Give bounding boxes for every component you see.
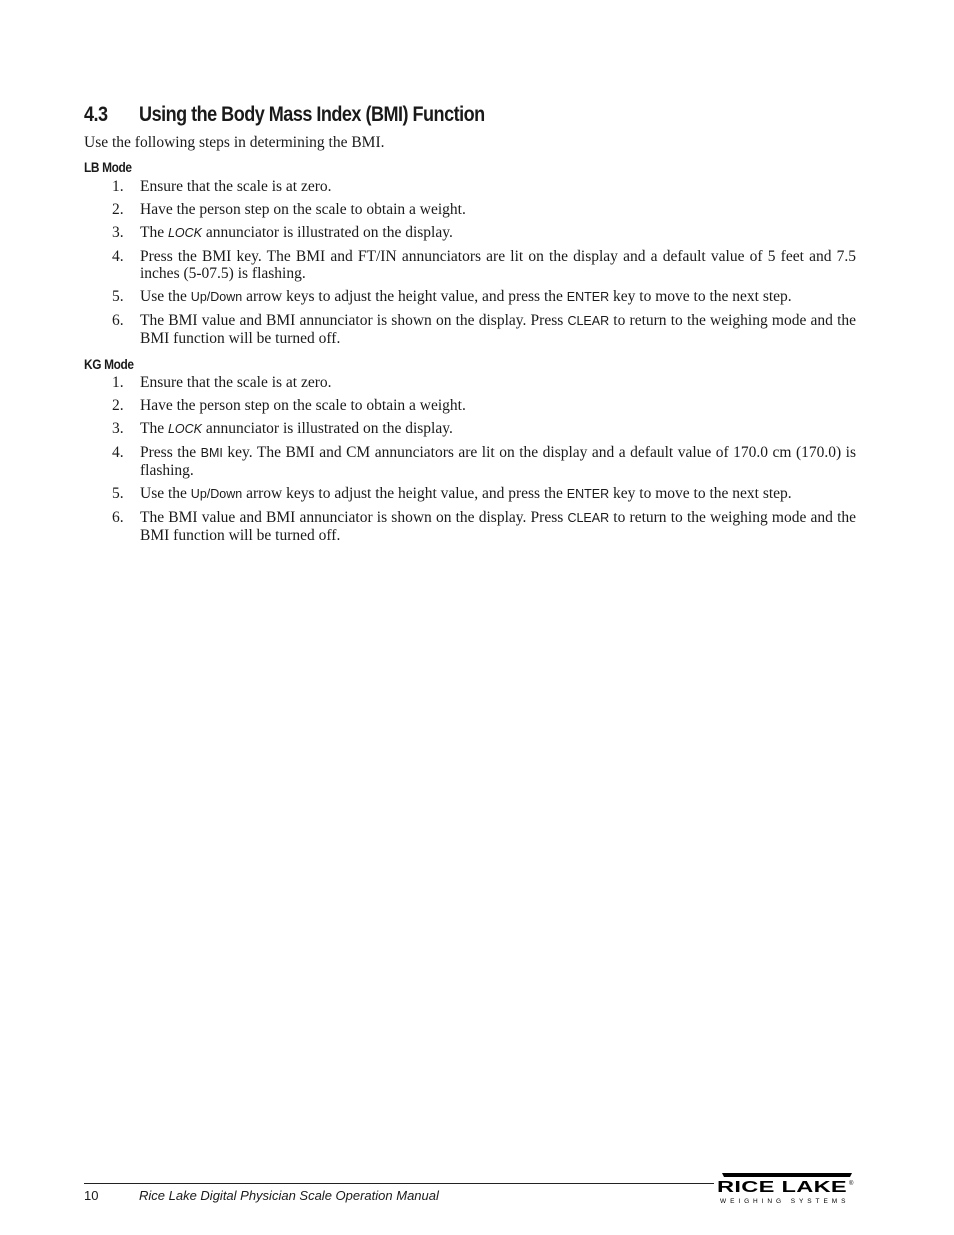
kg-mode-heading: KG Mode (84, 357, 134, 372)
logo-top-bar (722, 1173, 852, 1177)
list-item: 5. Use the Up/Down arrow keys to adjust the height value, and press the ENTER key to move to the next step. (112, 288, 792, 305)
list-item: 4. Press the BMI key. The BMI and FT/IN annunciators are lit on the display and a default value of 5 feet and 7.5 inches (5-07.5) is flashing. (112, 248, 856, 282)
bmi-key-label: BMI (200, 446, 223, 460)
lock-key-label: LOCK (167, 226, 203, 240)
section-number: 4.3 (84, 103, 108, 126)
enter-key-label: ENTER (566, 290, 610, 304)
logo-subtext: WEIGHING SYSTEMS (720, 1198, 848, 1205)
list-item: 4. Press the BMI key. The BMI and CM annunciators are lit on the display and a default value of 170.0 cm (170.0) is flashing. (112, 444, 856, 479)
footer-divider (84, 1183, 714, 1184)
list-item: 1. Ensure that the scale is at zero. (112, 178, 332, 195)
list-item: 5. Use the Up/Down arrow keys to adjust the height value, and press the ENTER key to move to the next step. (112, 485, 792, 502)
list-item: 6. The BMI value and BMI annunciator is shown on the display. Press CLEAR to return to the weighing mode and the BMI function will be turned off. (112, 509, 857, 544)
rice-lake-logo (716, 1172, 854, 1206)
manual-title: Rice Lake Digital Physician Scale Operation Manual (139, 1188, 439, 1203)
lb-mode-steps (84, 178, 856, 353)
logo-text: RICE LAKE (717, 1179, 847, 1196)
lock-key-label: LOCK (167, 422, 203, 436)
list-item: 3. The LOCK annunciator is illustrated on the display. (112, 224, 453, 241)
up-down-key-label: Up/Down (190, 487, 243, 501)
section-title-text: Using the Body Mass Index (BMI) Function (139, 103, 485, 126)
clear-key-label: CLEAR (567, 314, 610, 328)
logo-registered-mark: ® (849, 1181, 854, 1187)
clear-key-label: CLEAR (567, 511, 610, 525)
intro-text: Use the following steps in determining the BMI. (84, 134, 385, 151)
page-number: 10 (84, 1188, 99, 1203)
up-down-key-label: Up/Down (190, 290, 243, 304)
lb-mode-heading: LB Mode (84, 160, 132, 175)
list-item: 6. The BMI value and BMI annunciator is shown on the display. Press CLEAR to return to the weighing mode and the BMI function will be turned off. (112, 312, 857, 347)
enter-key-label: ENTER (566, 487, 610, 501)
list-item: 2. Have the person step on the scale to obtain a weight. (112, 201, 466, 218)
list-item: 2. Have the person step on the scale to obtain a weight. (112, 397, 466, 414)
list-item: 1. Ensure that the scale is at zero. (112, 374, 332, 391)
kg-mode-steps (84, 374, 856, 550)
list-item: 3. The LOCK annunciator is illustrated on the display. (112, 420, 453, 437)
section-title (84, 103, 485, 127)
